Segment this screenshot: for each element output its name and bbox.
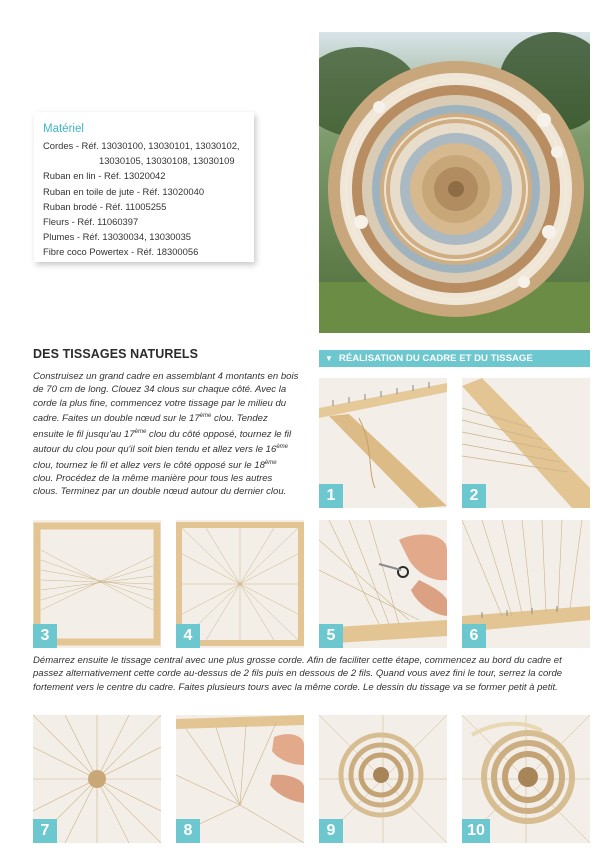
step-photo-5	[319, 520, 447, 648]
intro-sup-1: ème	[199, 413, 212, 420]
step-photo-1	[319, 378, 447, 508]
step-number-6: 6	[462, 624, 486, 648]
intro-sup-3: ème	[276, 444, 288, 451]
step-number-5: 5	[319, 624, 343, 648]
step-photo-3	[33, 520, 161, 648]
step-number-4: 4	[176, 624, 200, 648]
step-number-10: 10	[462, 819, 490, 843]
section-title: DES TISSAGES NATURELS	[33, 347, 199, 361]
intro-sup-4: ème	[264, 459, 277, 466]
intro-part-3: clou du côté opposé, tournez le fil autour du clou pour qu'il soit bien tendu et allez vers le 16	[33, 428, 292, 456]
intro-part-1: Construisez un grand cadre en assemblant 4 montants en bois de 70 cm de long. Clouez 34 clous sur chaque côté. Avec la corde la plus fine, commencez votre tissage par le milieu du cadre. Faites un double nœud sur le 17	[33, 371, 299, 425]
intro-part-2: clou. Tendez ensuite le fil jusqu'au 17	[33, 413, 268, 440]
section-banner	[319, 350, 590, 367]
materials-line-fibre-coco: Fibre coco Powertex - Réf. 18300056	[43, 246, 199, 258]
step-photo-8	[176, 715, 304, 843]
materials-line-fleurs: Fleurs - Réf. 11060397	[43, 216, 139, 228]
materials-line-cordes-cont: 13030105, 13030108, 13030109	[99, 155, 235, 167]
step-number-7: 7	[33, 819, 57, 843]
materials-line-ruban-jute: Ruban en toile de jute - Réf. 13020040	[43, 185, 205, 197]
materials-line-cordes: Cordes - Réf. 13030100, 13030101, 13030102,	[43, 140, 240, 151]
intro-sup-2: ème	[134, 428, 147, 435]
paragraph-tissage-central: Démarrez ensuite le tissage central avec une plus grosse corde. Afin de faciliter cette étape, commencez au bord du cadre et passez alternativement cette corde au-dessus de 2 fils puis en dessous de 2 fils. Quand vous avez fini le tour, serrez la corde fortement vers le centre du cadre. Faites plusieurs tours avec la même corde. Le dessin du tissage va se former petit à petit.	[33, 655, 563, 693]
banner-label: RÉALISATION DU CADRE ET DU TISSAGE	[338, 353, 533, 364]
materials-line-ruban-brode: Ruban brodé - Réf. 11005255	[43, 200, 167, 212]
step-number-3: 3	[33, 624, 57, 648]
hero-photo	[319, 32, 590, 333]
materials-line-plumes: Plumes - Réf. 13030034, 13030035	[43, 231, 192, 243]
step-number-1: 1	[319, 484, 343, 508]
materials-box	[34, 112, 254, 262]
intro-part-4: clou, tournez le fil et allez vers le côté opposé sur le 18	[33, 459, 265, 471]
triangle-down-icon: ▼	[325, 354, 333, 363]
step-photo-10	[462, 715, 590, 843]
intro-text	[33, 370, 299, 499]
step-photo-6	[462, 520, 590, 648]
step-photo-4	[176, 520, 304, 648]
step-photo-2	[462, 378, 590, 508]
step-photo-7	[33, 715, 161, 843]
materials-line-ruban-lin: Ruban en lin - Réf. 13020042	[43, 170, 166, 182]
step-photo-9	[319, 715, 447, 843]
step-number-2: 2	[462, 484, 486, 508]
step-number-9: 9	[319, 819, 343, 843]
step-number-8: 8	[176, 819, 200, 843]
materials-title: Matériel	[43, 123, 84, 135]
intro-part-5: clou. Procédez de la même manière pour tous les autres clous. Terminez par un double nœud autour du dernier clou.	[33, 473, 287, 498]
